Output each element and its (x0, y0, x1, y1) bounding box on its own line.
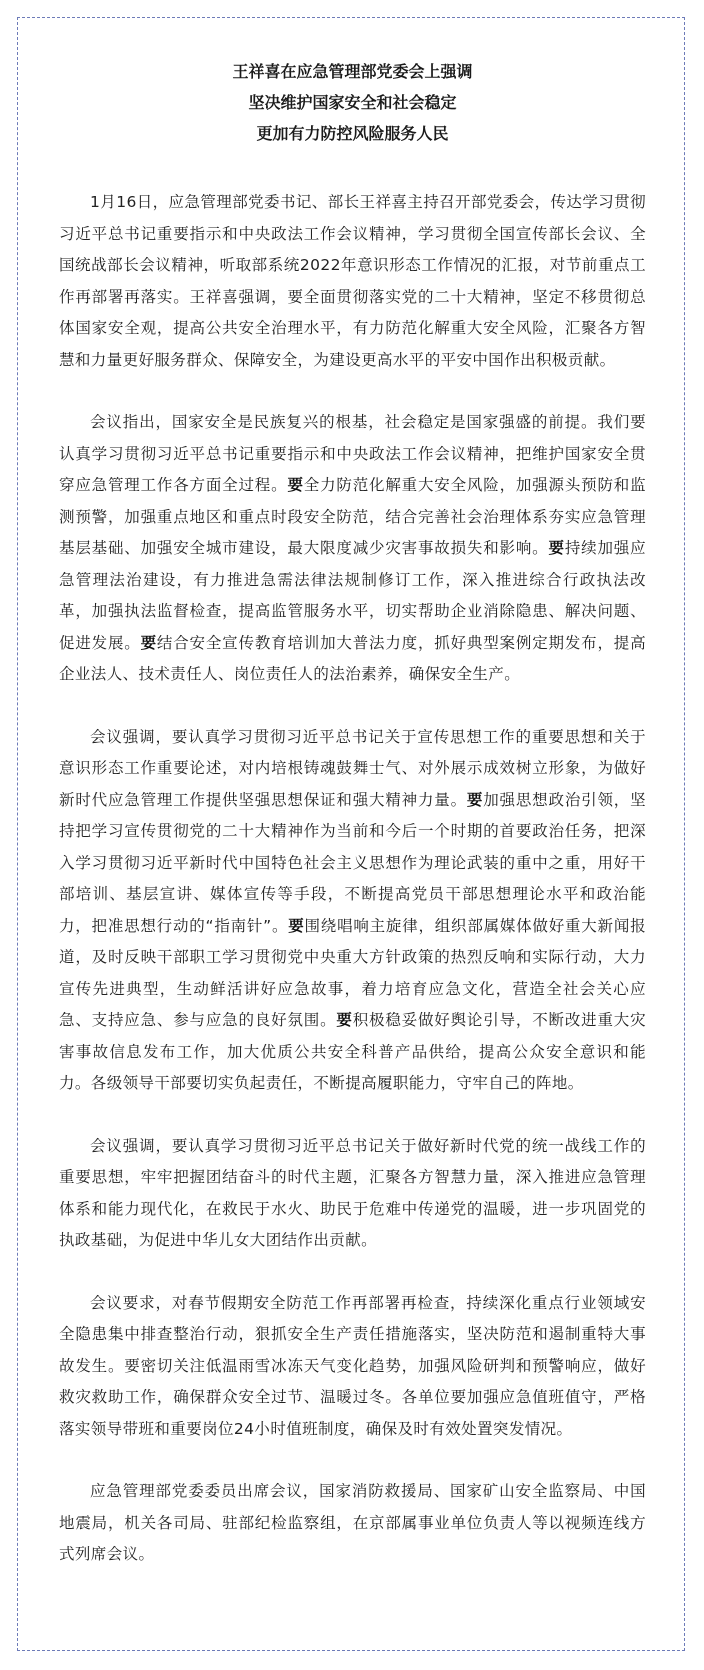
paragraph-text: 全力防范化解重大安全风险，加强源头预防和监测预警，加强重点地区和重点时段安全防范，结合完善社会治理体系夯实应急管理基层基础、加强安全城市建设，最大限度减少灾害事故损失和影响。 (59, 476, 646, 557)
paragraph-text: 会议强调，要认真学习贯彻习近平总书记关于宣传思想工作的重要思想和关于意识形态工作重要论述，对内培根铸魂鼓舞士气、对外展示成效树立形象，为做好新时代应急管理工作提供坚强思想保证和强大精神力量。 (59, 727, 646, 809)
article-content (59, 56, 646, 1602)
paragraph-text: 1月16日，应急管理部党委书记、部长王祥喜主持召开部党委会，传达学习贯彻习近平总书记重要指示和中央政法工作会议精神，学习贯彻全国宣传部长会议、全国统战部长会议精神，听取部系统2022年意识形态工作情况的汇报，对节前重点工作再部署再落实。王祥喜强调，要全面贯彻落实党的二十大精神，坚定不移贯彻总体国家安全观，提高公共安全治理水平，有力防范化解重大安全风险，汇聚各方智慧和力量更好服务群众、保障安全，为建设更高水平的平安中国作出积极贡献。 (59, 193, 646, 369)
paragraph-text: 结合安全宣传教育培训加大普法力度，抓好典型案例定期发布，提高企业法人、技术责任人、岗位责任人的法治素养，确保安全生产。 (59, 633, 646, 683)
title-line-1: 王祥喜在应急管理部党委会上强调 (232, 62, 473, 81)
title-line-2: 坚决维护国家安全和社会稳定 (248, 93, 457, 112)
body-paragraph-3 (59, 722, 646, 1100)
body-paragraph-6 (59, 1476, 646, 1571)
title-line-3: 更加有力防控风险服务人民 (256, 124, 449, 143)
paragraph-text: 积极稳妥做好舆论引导，不断改进重大灾害事故信息发布工作，加大优质公共安全科普产品供给，提高公众安全意识和能力。各级领导干部要切实负起责任，不断提高履职能力，守牢自己的阵地。 (59, 1011, 647, 1092)
emphasis-text: 要 (288, 916, 305, 935)
body-paragraph-2 (59, 407, 646, 691)
body-paragraph-5 (59, 1288, 646, 1446)
paragraph-text: 持续加强应急管理法治建设，有力推进急需法律法规制修订工作，深入推进综合行政执法改革，加强执法监督检查，提高监管服务水平，切实帮助企业消除隐患、解决问题、促进发展。 (59, 539, 646, 652)
emphasis-text: 要 (287, 476, 304, 494)
body-paragraph-4 (59, 1131, 646, 1257)
paragraph-text: 应急管理部党委委员出席会议，国家消防救援局、国家矿山安全监察局、中国地震局，机关各司局、驻部纪检监察组，在京部属事业单位负责人等以视频连线方式列席会议。 (59, 1482, 646, 1563)
emphasis-text: 要 (548, 539, 565, 557)
paragraph-text: 加强思想政治引领，坚持把学习宣传贯彻党的二十大精神作为当前和今后一个时期的首要政治任务，把深入学习贯彻习近平新时代中国特色社会主义思想作为理论武装的重中之重，用好干部培训、基层宣讲、媒体宣传等手段，不断提高党员干部思想理论水平和政治能力，把准思想行动的“指南针”。 (59, 790, 646, 935)
paragraph-text: 会议指出，国家安全是民族复兴的根基，社会稳定是国家强盛的前提。我们要认真学习贯彻习近平总书记重要指示和中央政法工作会议精神，把维护国家安全贯穿应急管理工作各方面全过程。 (59, 413, 646, 494)
article-title (59, 56, 646, 149)
body-paragraph-1 (59, 187, 646, 376)
emphasis-text: 要 (336, 1011, 353, 1029)
emphasis-text: 要 (140, 633, 157, 652)
paragraph-text: 会议要求，对春节假期安全防范工作再部署再检查，持续深化重点行业领域安全隐患集中排查整治行动，狠抓安全生产责任措施落实，坚决防范和遏制重特大事故发生。要密切关注低温雨雪冰冻天气变化趋势，加强风险研判和预警响应，做好救灾救助工作，确保群众安全过节、温暖过冬。各单位要加强应急值班值守，严格落实领导带班和重要岗位24小时值班制度，确保及时有效处置突发情况。 (59, 1293, 646, 1438)
emphasis-text: 要 (466, 790, 484, 809)
article-body (59, 187, 646, 1571)
paragraph-text: 围绕唱响主旋律，组织部属媒体做好重大新闻报道，及时反映干部职工学习贯彻党中央重大方针政策的热烈反响和实际行动，大力宣传先进典型，生动鲜活讲好应急故事，着力培育应急文化，营造全社会关心应急、支持应急、参与应急的良好氛围。 (59, 916, 647, 1029)
paragraph-text: 会议强调，要认真学习贯彻习近平总书记关于做好新时代党的统一战线工作的重要思想，牢牢把握团结奋斗的时代主题，汇聚各方智慧力量，深入推进应急管理体系和能力现代化，在救民于水火、助民于危难中传递党的温暖，进一步巩固党的执政基础，为促进中华儿女大团结作出贡献。 (59, 1136, 646, 1249)
